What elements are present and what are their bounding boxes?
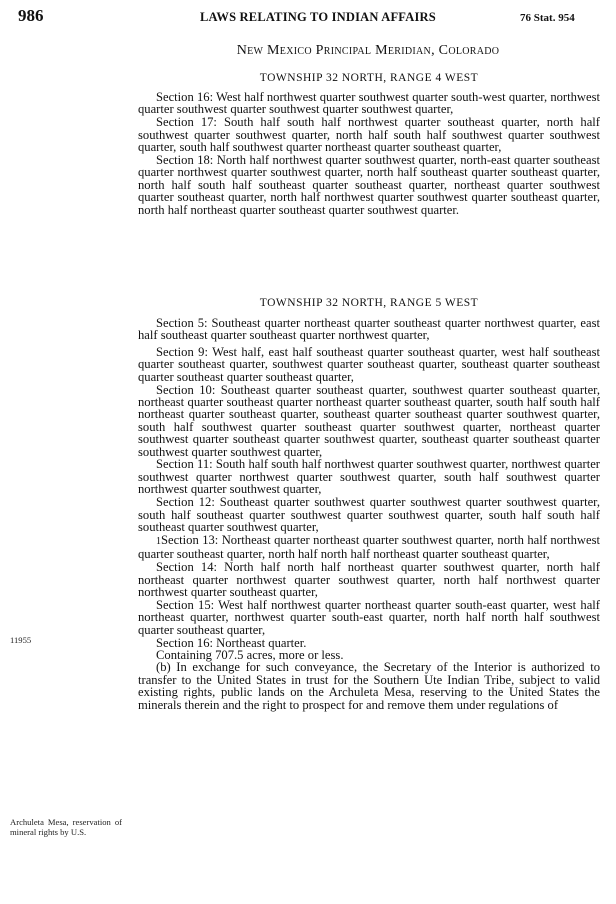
township-sections xyxy=(138,317,600,711)
page-number: 986 xyxy=(18,6,44,25)
running-title: LAWS RELATING TO INDIAN AFFAIRS xyxy=(200,10,436,24)
acreage-total: Containing 707.5 acres, more or less. xyxy=(156,648,344,663)
township-heading: TOWNSHIP 32 NORTH, RANGE 5 WEST xyxy=(259,297,479,309)
section-paragraph: Section 10: Southeast quarter southeast quarter, southwest quarter southeast quarter, northeast quarter southeast quarter northeast quarter southeast quarter, south half south half northeast quarter southeast quarter, southeast quarter southeast quarter southwest quarter, south half southwest quarter southeast quarter southwest quarter, northeast quarter southwest quarter southeast quarter southwest quarter, southeast quarter southeast quarter southwest quarter southwest quarter, xyxy=(138,382,600,459)
margin-note-archuleta: Archuleta Mesa, reservation of mineral rights by U.S. xyxy=(10,817,122,837)
statute-reference: 76 Stat. 954 xyxy=(520,12,575,24)
township-heading: TOWNSHIP 32 NORTH, RANGE 4 WEST xyxy=(259,72,479,84)
meridian-title: New Mexico Principal Meridian, Colorado xyxy=(236,43,500,58)
township-sections xyxy=(138,91,600,217)
page-header xyxy=(0,0,616,30)
section-paragraph: Section 15: West half northwest quarter northeast quarter south-east quarter, west half northeast quarter, northwest quarter south-east quarter, north half north half southwest quarter southeast quarter, xyxy=(138,597,600,637)
section-paragraph: Section 14: North half north half northeast quarter southwest quarter, north half northeast quarter northwest quarter southwest quarter, north half northwest quarter northwest quarter southeast quarter, xyxy=(138,560,600,600)
section-13-text: Section 13: Northeast quarter northeast quarter southwest quarter, north half northwest quarter southeast quarter, north half north half northeast quarter southeast quarter, xyxy=(138,532,600,562)
section-paragraph: Section 11: South half south half northwest quarter southwest quarter, northwest quarter southwest quarter northwest quarter southwest quarter, south half southwest quarter northwest quarter southwest quarter, xyxy=(138,457,600,497)
margin-page-marker: 1 xyxy=(10,635,14,645)
margin-stat-page-number: 1955 xyxy=(13,635,32,645)
section-paragraph: Section 12: Southeast quarter southwest quarter southwest quarter southwest quarter, south half southeast quarter southwest quarter southwest quarter, south half south half southeast quarter southwest quarter, xyxy=(138,495,600,534)
section-paragraph-13 xyxy=(138,534,600,561)
section-paragraph: Section 5: Southeast quarter northeast quarter southeast quarter northwest quarter, east half southeast quarter southeast quarter northwest quarter, xyxy=(138,316,600,343)
margin-note-stat-page xyxy=(10,636,122,646)
page-break-marker: 1 xyxy=(156,535,161,547)
section-paragraph: Section 16: West half northwest quarter southwest quarter south-west quarter, northwest quarter southwest quarter southwest quarter southwest quarter, xyxy=(138,90,600,117)
section-paragraph: Section 9: West half, east half southeast quarter southeast quarter, west half southeast quarter southeast quarter, southwest quarter southeast quarter, southeast quarter southeast quarter southeast quarter southeast quarter, xyxy=(138,344,600,384)
section-paragraph: Section 18: North half northwest quarter southwest quarter, north-east quarter southeast quarter northwest quarter southwest quarter, north half southeast quarter southeast quarter, north half south half southeast quarter southeast quarter, northeast quarter southwest quarter southeast quarter, north half northwest quarter southwest quarter southeast quarter, north half northeast quarter southeast quarter southwest quarter. xyxy=(138,153,600,217)
section-paragraph: Section 17: South half south half northwest quarter southeast quarter, north half southwest quarter southwest quarter, north half south half southwest quarter southwest quarter, south half southwest quarter northeast quarter southeast quarter, xyxy=(138,115,600,155)
section-paragraph: Section 16: Northeast quarter. xyxy=(156,635,307,650)
exchange-paragraph: (b) In exchange for such conveyance, the Secretary of the Interior is authorized to transfer to the United States in trust for the Southern Ute Indian Tribe, subject to valid existing rights, public lands on the Archuleta Mesa, reserving to the United States the minerals therein and the right to prospect for and remove them under regulations of xyxy=(138,660,600,712)
